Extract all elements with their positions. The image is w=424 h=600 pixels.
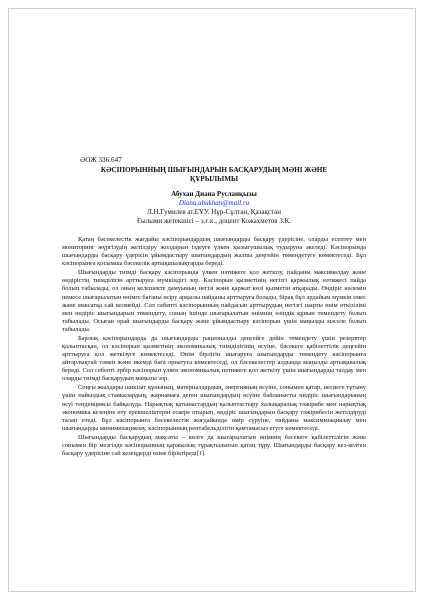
author-name: Абухан Диана Русланқызы <box>171 190 257 198</box>
paragraph: Барлық кәсіпорындарда да шығындарды рационалды деңгейге дейін төмендету үшін резервтер қалыптасқан, ол кәсіпорын қызметінің экономикалық тиімділігінің өсуіне, бәсекеге қабілеттілік деңгейін арттыруға қол жеткізуге көмектеседі. Өнім бірлігін шығаруға шығындарды төмендету кәсіпорынға айтарлықтай тәмен және икемді баға орнатуға көмектеседі, ол бәсекелестер алдында маңызды артықшылық береді. Сол себепті әрбір кәсіпорын үлкен экономикалық нәтижеге қол жеткізу үшін шығындарды талдау мен оларды тиімді басқарудың маңызы зор. <box>62 334 366 383</box>
body-text <box>62 236 366 458</box>
author-email[interactable]: Diana.abukhan@mail.ru <box>178 199 250 207</box>
author-affiliation: Л.Н.Гумилев ат.ЕҰУ. Нұр-Сұлтан, Қазақстан <box>147 208 281 216</box>
paragraph: Шығындарды тиімді басқару кәсіпорында үлкен нәтижеге қол жеткізу, пайданы максималдау және өндірістің тиімділігін арттыруға мүмкіндігі зор. Кәсіпорын қызметінің негізгі қаржылық нәтижесі пайда болып табылады, ол оның келешекте дамуының негізі және қаржат көзі қызметін атқарады. Өндіріс көлемін немесе шығарылатын өнімге бағаны өсіру арқылы пайданы арттыруға болады, бірақ бұл әрдайым мүмкін емес және максатқа сай келмейді. Сол себепті кәсіпорынның пайдасын арттырудың негізгі шарты өнім өткізілімі мен өндіріс шығындарын төмендету, соның ішінде шығарылатын өнімнің өзіндік құнын төмендету болып табылады. Осыған орай шығындарды басқару және ұйымдастыру кәсіпорын үшін маңызды мәселе болып табылады. <box>62 269 366 333</box>
title-line-1: КӘСІПОРЫННЫҢ ШЫҒЫНДАРЫН БАСҚАРУДЫҢ МӘНІ ЖӘНЕ <box>100 166 328 174</box>
supervisor: Ғылыми жетекшісі – э.ғ.к., доцент Кожахметов З.К. <box>137 217 291 225</box>
paragraph: Шығындарды басқарудың мақсаты – көлге да шығарылатын өнімнің бәсекеге қабілеттілігін және сонымен бір мезгілде кәсіпорынның қаржылық тұрақтылығын қатаң тұру. Шығындарды басқару кез-келген басқару үдерісіне сай кезеңдерді өзіне біріктіреді[1]. <box>62 433 366 457</box>
paper-title <box>62 166 366 184</box>
paragraph: Қатаң бәсекелестік жағдайы кәсіпорындардың шығындарды басқару үдерісіне, оларды есептеу мен мониторинг жүргізудің жетілдіру жолдарын іздеуге үлкен қызығушылық тудыруна әкеледі. Кәсіпорында шығындарды басқару үдерісін ұйымдастыру шығындардың жалпы деңгейін төмендетуге көмектеседі. Бұл кәсіпорынға қосымша бәсекелік артықшылықтарды береді. <box>62 236 366 268</box>
paper-body <box>62 156 366 458</box>
title-line-2: ҚҰРЫЛЫМЫ <box>189 175 239 183</box>
author-block <box>62 190 366 226</box>
udc-code: ӘОЖ 336.647 <box>80 156 122 164</box>
paragraph: Соңғы жылдары шикізат құнының, материалдардың, энергияның өсуіне, сонымен қатар, несиеге тұтыну үшін пайыздық ставкалардың, жарнамаға деген шығындардың өсуіне байланысты өндіріс шығындарының өсуі тенденциясы байқалуда. Нарықтық қатынастардың қалыптастыру халықаралық тәжірибе мен нарықтық экономика кезеңіне өту ерекшеліктерін ескере отырып, өндіріс шығындарын басқару тәжірибесін жетілдіруді талап етеді. Бұл кәсіпорынға бәсекелестік жағдайында өмір сүруіне, пайданы максимизациялау мен шығындарды минимизациялау, кәсіпорынның рентабельділігін қамтамасыз етуге көмектеседі. <box>62 384 366 432</box>
